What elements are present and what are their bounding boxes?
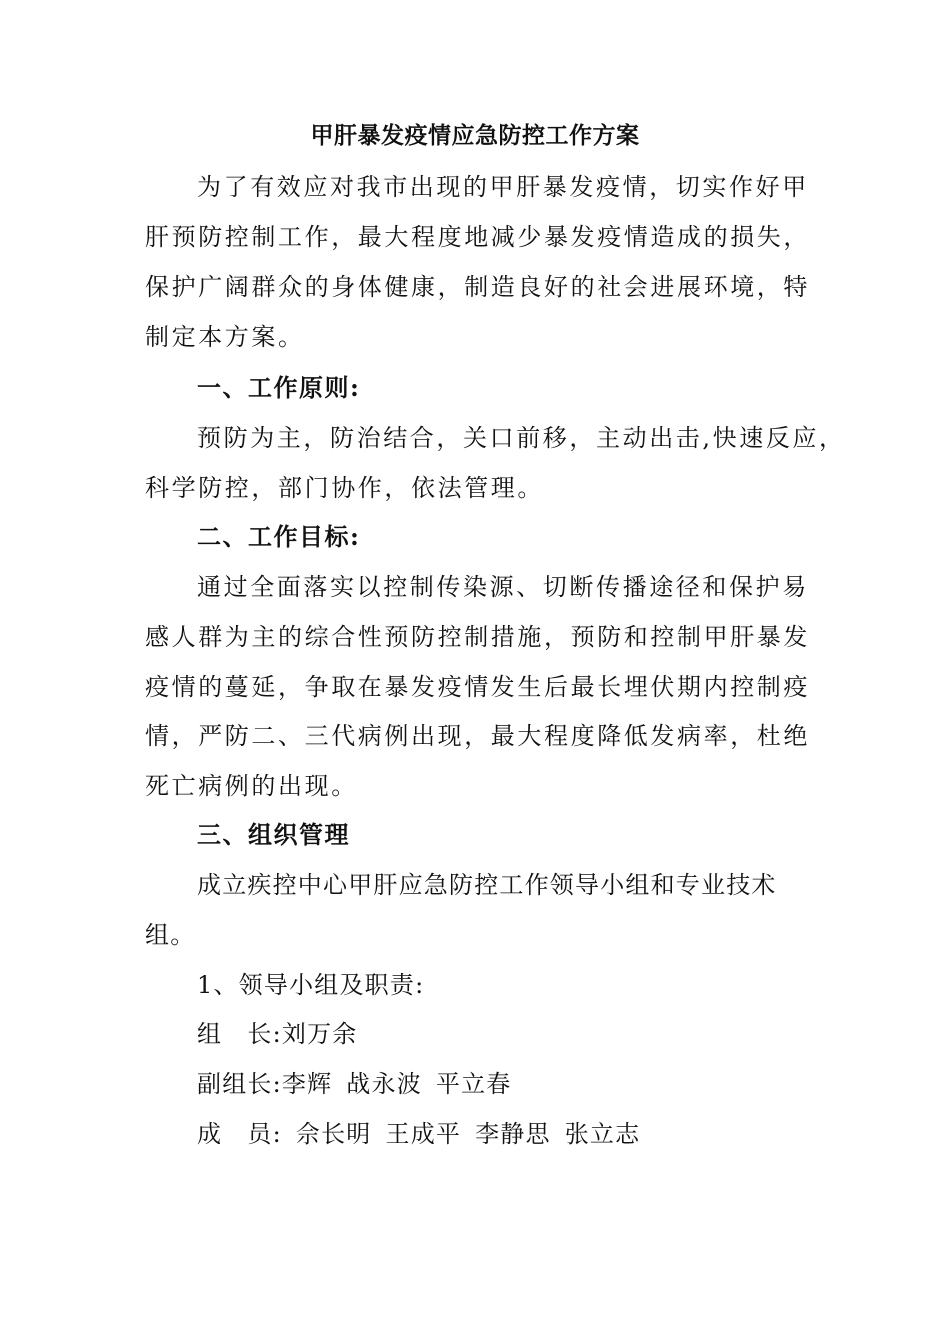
leader-row [197, 1017, 358, 1051]
deputy-name: 战永波 [346, 1070, 422, 1098]
section-1-line-1: 预防为主，防治结合，关口前移，主动出击,快速反应， [197, 424, 846, 452]
intro-line-4: 制定本方案。 [145, 323, 305, 351]
section-2-line-4: 情，严防二、三代病例出现，最大程度降低发病率，杜绝 [145, 722, 810, 750]
member-name: 李静思 [475, 1120, 551, 1148]
deputy-row [197, 1067, 512, 1101]
document-title: 甲肝暴发疫情应急防控工作方案 [310, 122, 640, 149]
section-2-line-3: 疫情的蔓延，争取在暴发疫情发生后最长埋伏期内控制疫 [145, 673, 810, 701]
section-2-line-5: 死亡病例的出现。 [145, 772, 358, 800]
leadership-subheading: 1、领导小组及职责: [197, 971, 425, 999]
intro-line-3: 保护广阔群众的身体健康，制造良好的社会进展环境，特 [145, 273, 810, 301]
intro-line-1: 为了有效应对我市出现的甲肝暴发疫情，切实作好甲 [197, 173, 809, 201]
members-label: 成 员: [197, 1120, 282, 1148]
section-2-line-2: 感人群为主的综合性预防控制措施，预防和控制甲肝暴发 [145, 623, 810, 651]
section-3-line-2: 组。 [145, 921, 196, 949]
leader-label: 组 长: [197, 1020, 282, 1048]
section-1-line-2: 科学防控，部门协作，依法管理。 [145, 474, 544, 502]
section-2-heading: 二、工作目标: [197, 522, 361, 551]
section-2-line-1: 通过全面落实以控制传染源、切断传播途径和保护易 [197, 573, 809, 601]
deputy-label: 副组长: [197, 1070, 282, 1098]
members-row [197, 1117, 640, 1151]
intro-line-2: 肝预防控制工作，最大程度地减少暴发疫情造成的损失， [145, 223, 810, 251]
section-3-heading: 三、组织管理 [197, 820, 350, 849]
member-name: 王成平 [385, 1120, 462, 1148]
leader-name: 刘万余 [281, 1020, 358, 1048]
section-1-heading: 一、工作原则: [197, 373, 361, 402]
section-3-line-1: 成立疾控中心甲肝应急防控工作领导小组和专业技术 [197, 871, 777, 899]
member-name: 佘长明 [295, 1120, 372, 1148]
deputy-name: 平立春 [435, 1070, 512, 1098]
member-name: 张立志 [564, 1120, 641, 1148]
deputy-name: 李辉 [281, 1070, 333, 1098]
